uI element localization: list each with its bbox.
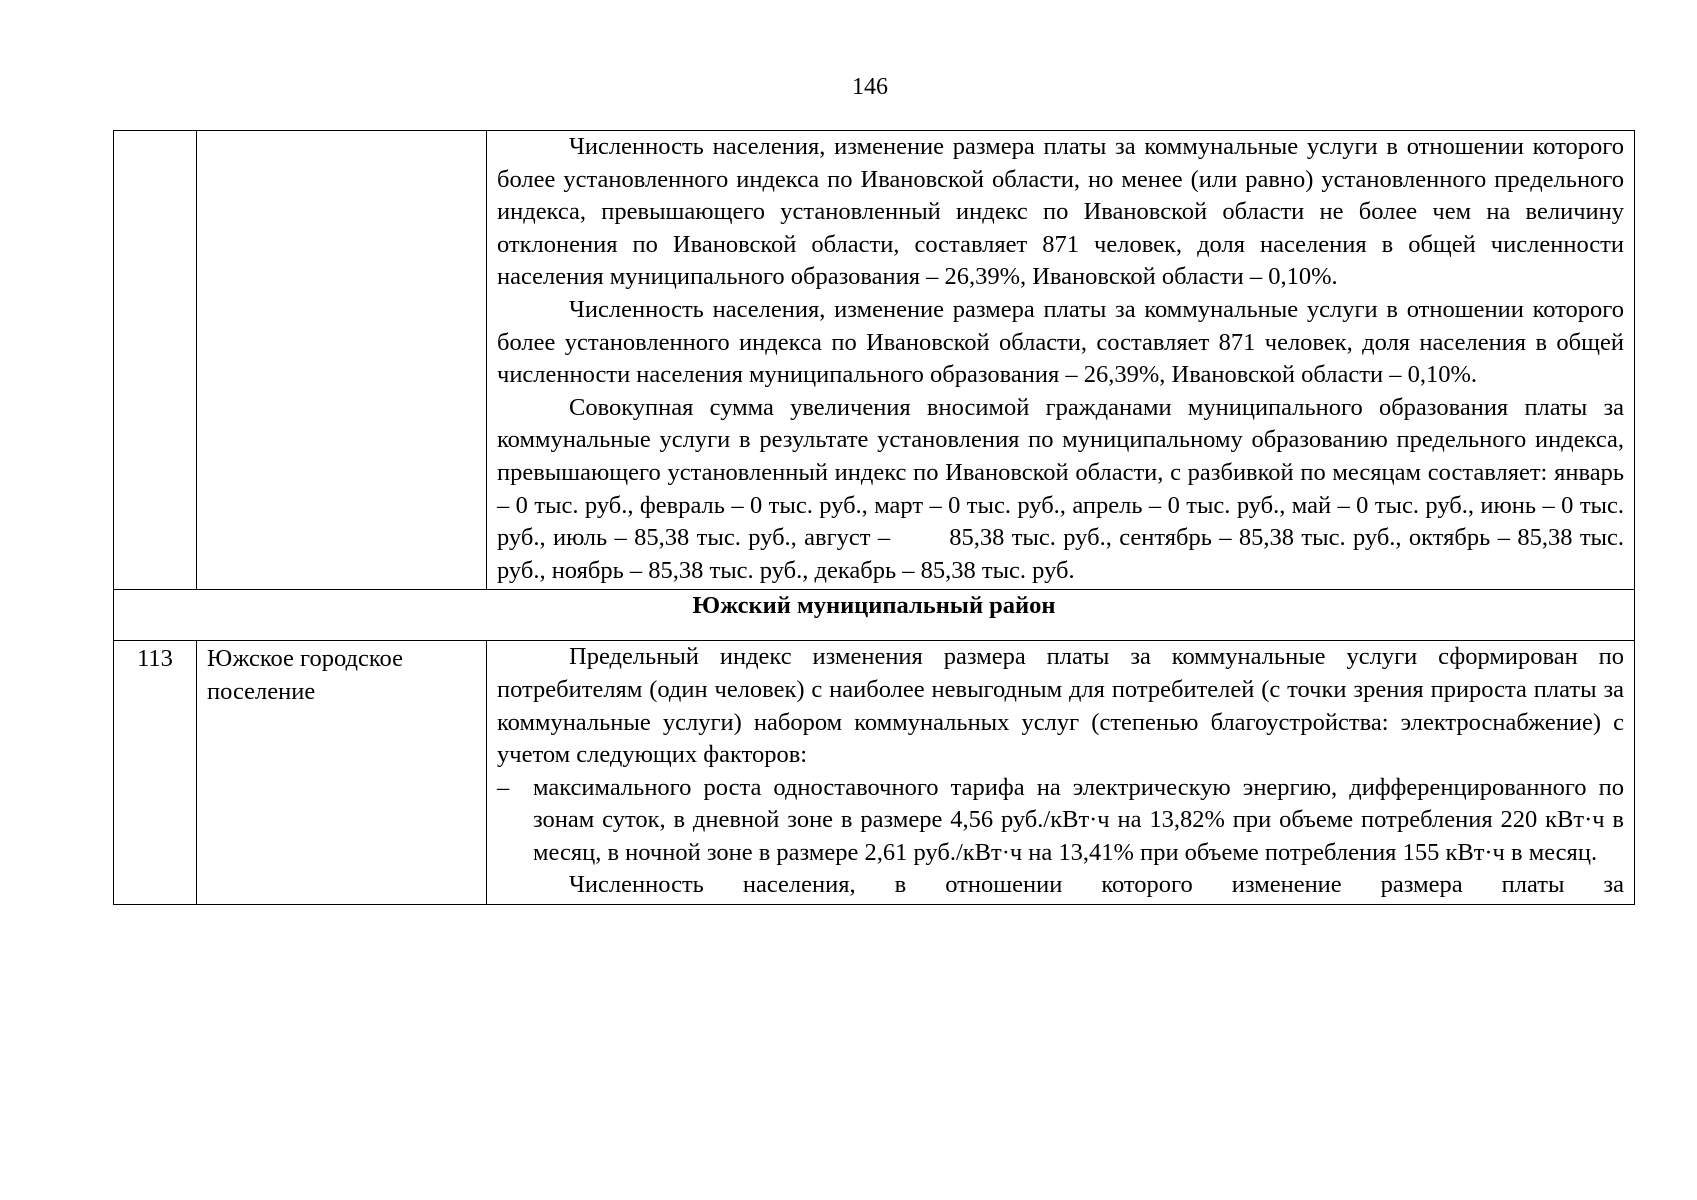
table-row-113 bbox=[114, 641, 1635, 905]
paragraph: Численность населения, изменение размера платы за коммунальные услуги в отношении которого более установленного индекса по Ивановской области, составляет 871 человек, доля населения в общей численности населения муниципального образования – 26,39%, Ивановской области – 0,10%. bbox=[497, 295, 1624, 389]
page-number: 146 bbox=[852, 74, 888, 100]
cell-content bbox=[487, 131, 1635, 590]
bullet-marker: – bbox=[497, 773, 510, 801]
section-title: Южский муниципальный район bbox=[114, 590, 1635, 641]
paragraph: Предельный индекс изменения размера платы за коммунальные услуги сформирован по потребителям (один человек) с наиболее невыгодным для потребителей (с точки зрения прироста платы за коммунальные услуги) набором коммунальных услуг (степенью благоустройства: электроснабжение) с учетом следующих факторов: bbox=[497, 643, 1624, 769]
cell-number-empty bbox=[114, 131, 197, 590]
table-row-continuation bbox=[114, 131, 1635, 590]
paragraph: Численность населения, в отношении которого изменение размера платы за bbox=[569, 871, 1624, 899]
section-header-row bbox=[114, 590, 1635, 641]
list-item-text: максимального роста одноставочного тарифа на электрическую энергию, дифференцированного по зонам суток, в дневной зоне в размере 4,56 руб./кВт·ч на 13,82% при объеме потребления 220 кВт·ч в месяц, в ночной зоне в размере 2,61 руб./кВт·ч на 13,41% при объеме потребления 155 кВт·ч в месяц. bbox=[533, 773, 1624, 866]
paragraph: Численность населения, изменение размера платы за коммунальные услуги в отношении которого более установленного индекса по Ивановской области, но менее (или равно) установленного предельного индекса, превышающего установленный индекс по Ивановской области не более чем на величину отклонения по Ивановской области, составляет 871 человек, доля населения в общей численности населения муниципального образования – 26,39%, Ивановской области – 0,10%. bbox=[497, 133, 1624, 291]
data-table bbox=[113, 130, 1635, 905]
municipality-name: Южское городское поселение bbox=[197, 641, 487, 905]
cell-name-empty bbox=[197, 131, 487, 590]
truncated-paragraph bbox=[497, 869, 1624, 902]
list-item bbox=[497, 772, 1624, 870]
paragraph: Совокупная сумма увеличения вносимой гражданами муниципального образования платы за коммунальные услуги в результате установления по муниципальному образованию предельного индекса, превышающего установленный индекс по Ивановской области, с разбивкой по месяцам составляет: январь – 0 тыс. руб., февраль – 0 тыс. руб., март – 0 тыс. руб., апрель – 0 тыс. руб., май – 0 тыс. руб., июнь – 0 тыс. руб., июль – 85,38 тыс. руб., август – 85,38 тыс. руб., сентябрь – 85,38 тыс. руб., октябрь – 85,38 тыс. руб., ноябрь – 85,38 тыс. руб., декабрь – 85,38 тыс. руб. bbox=[497, 393, 1631, 584]
cell-content bbox=[487, 641, 1635, 905]
row-number: 113 bbox=[114, 641, 197, 905]
